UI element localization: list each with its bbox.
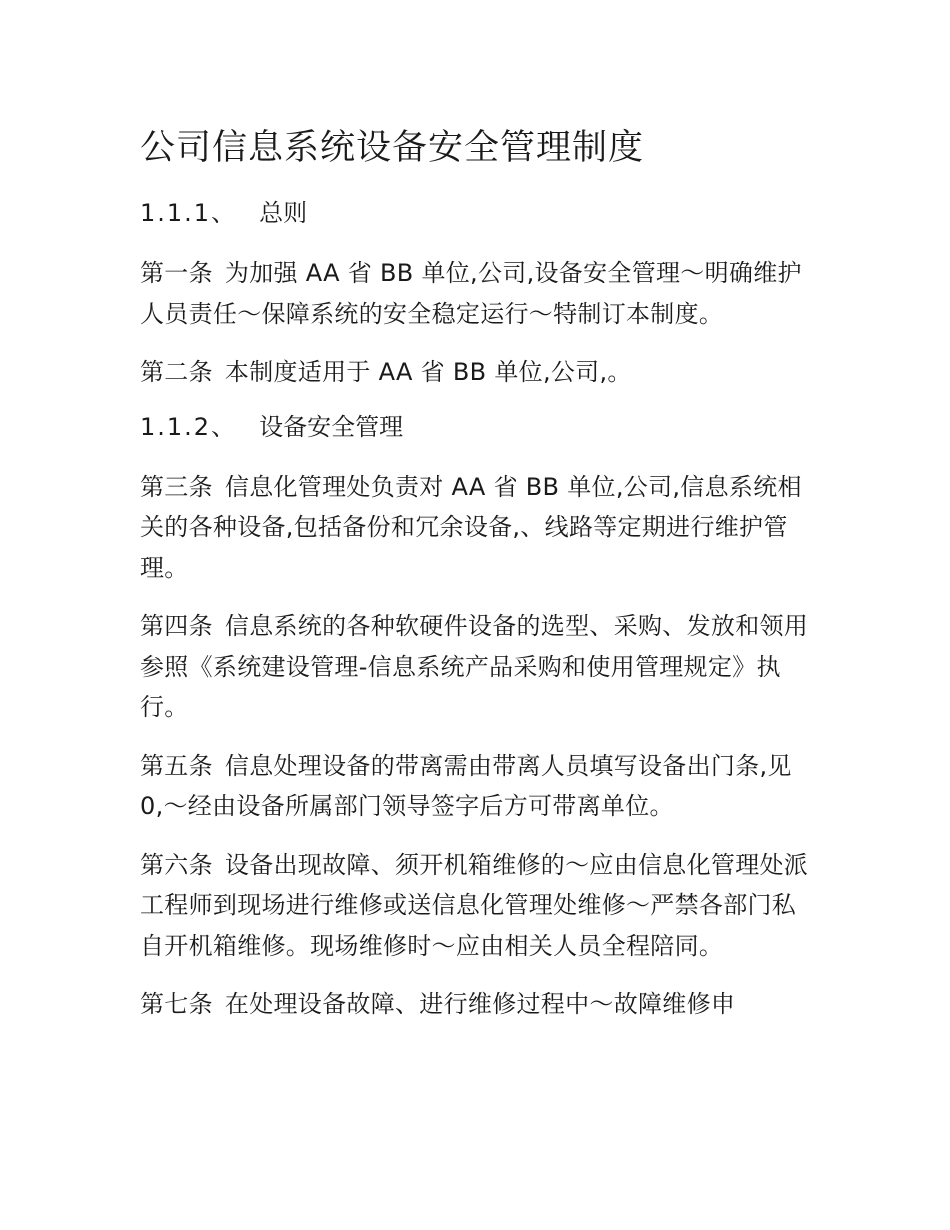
- article-3: [140, 467, 810, 589]
- article-7: [140, 984, 810, 1025]
- article-label: 第七条: [140, 990, 213, 1018]
- document-title: 公司信息系统设备安全管理制度: [140, 128, 645, 168]
- section-heading-equipment: [140, 411, 810, 443]
- article-text: 信息化管理处负责对 AA 省 BB 单位,公司,信息系统相关的各种设备,包括备份和冗余设备,、线路等定期进行维护管理。: [140, 472, 802, 582]
- section-heading-general: [140, 197, 810, 229]
- article-5: [140, 746, 810, 827]
- section-number: 1.1.1、: [140, 199, 238, 227]
- section-number: 1.1.2、: [140, 412, 238, 441]
- article-text: 在处理设备故障、进行维修过程中～故障维修申: [224, 990, 736, 1018]
- article-label: 第六条: [140, 850, 213, 879]
- article-label: 第三条: [140, 472, 213, 501]
- article-1: [140, 253, 810, 334]
- article-6: [140, 845, 810, 967]
- article-label: 第二条: [140, 358, 213, 386]
- article-2: [140, 352, 810, 393]
- article-label: 第一条: [140, 259, 213, 287]
- article-label: 第四条: [140, 612, 213, 640]
- article-text: 信息系统的各种软硬件设备的选型、采购、发放和领用参照《系统建设管理-信息系统产品采购和使用管理规定》执行。: [140, 612, 809, 721]
- section-title: 设备安全管理: [259, 412, 404, 441]
- section-title: 总则: [259, 199, 308, 227]
- article-text: 信息处理设备的带离需由带离人员填写设备出门条,见 0,～经由设备所属部门领导签字后方可带离单位。: [140, 751, 792, 820]
- article-label: 第五条: [140, 751, 213, 780]
- article-text: 本制度适用于 AA 省 BB 单位,公司,。: [224, 358, 632, 386]
- article-text: 设备出现故障、须开机箱维修的～应由信息化管理处派工程师到现场进行维修或送信息化管理处维修～严禁各部门私自开机箱维修。现场维修时～应由相关人员全程陪同。: [140, 850, 809, 960]
- document-page: [140, 125, 810, 1043]
- article-4: [140, 606, 810, 728]
- article-text: 为加强 AA 省 BB 单位,公司,设备安全管理～明确维护人员责任～保障系统的安全稳定运行～特制订本制度。: [140, 259, 802, 328]
